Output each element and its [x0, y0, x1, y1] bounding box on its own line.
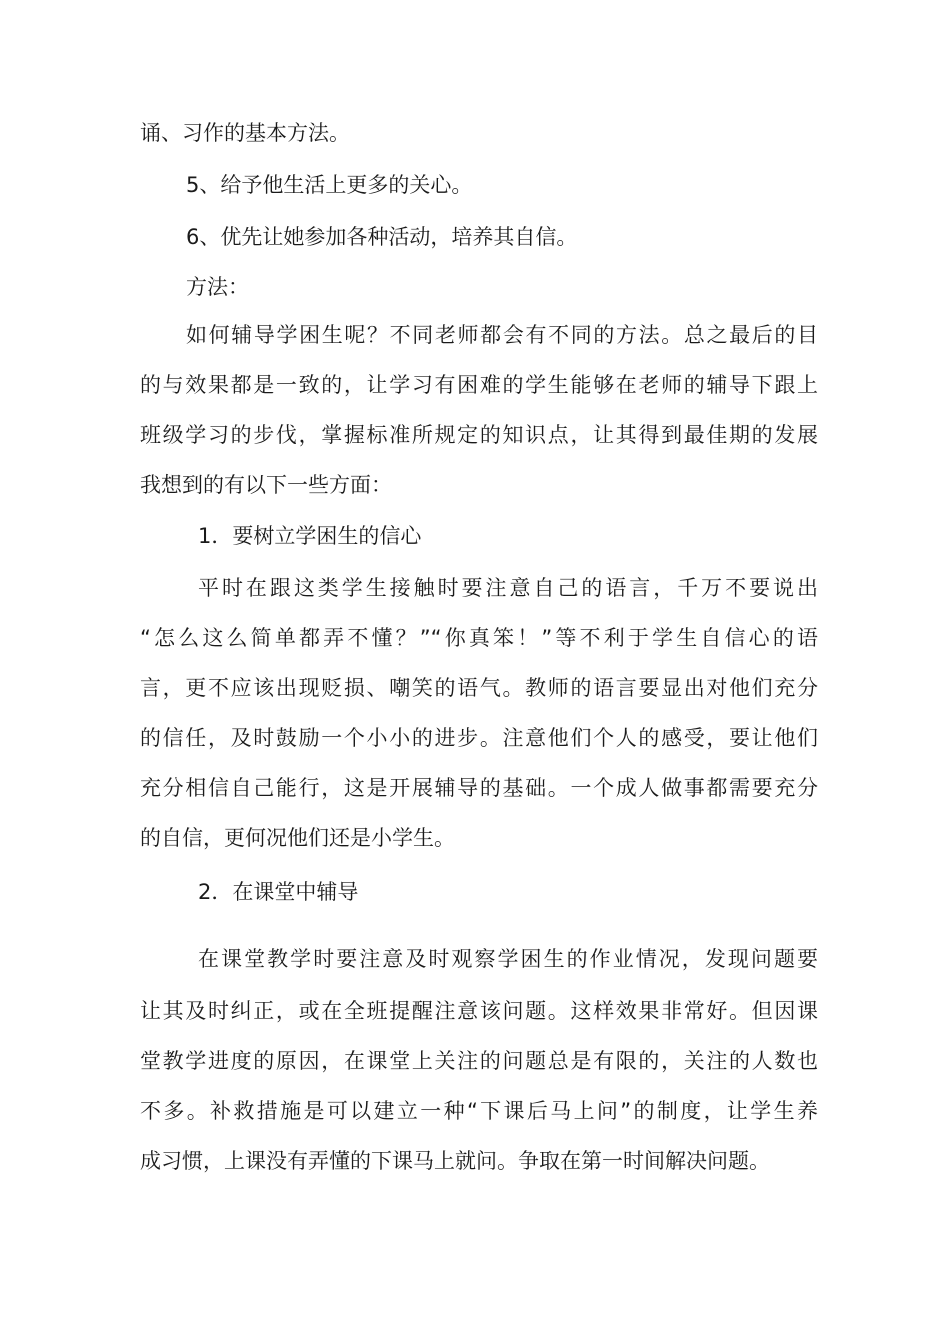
list-item: 5、给予他生活上更多的关心。 — [186, 173, 473, 197]
text-line: 诵、习作的基本方法。 — [140, 121, 350, 145]
paragraph-line: 言，更不应该出现贬损、嘲笑的语气。教师的语言要显出对他们充分 — [140, 676, 818, 700]
paragraph-line: 充分相信自己能行，这是开展辅导的基础。一个成人做事都需要充分 — [140, 776, 818, 800]
paragraph-line: 的与效果都是一致的，让学习有困难的学生能够在老师的辅导下跟上 — [140, 373, 818, 397]
list-item: 6、优先让她参加各种活动，培养其自信。 — [186, 225, 578, 249]
section-heading: 1．要树立学困生的信心 — [198, 524, 422, 548]
paragraph-line: 班级学习的步伐，掌握标准所规定的知识点，让其得到最佳期的发展 — [140, 423, 818, 447]
section-label: 方法： — [186, 275, 249, 299]
paragraph-line: 堂教学进度的原因，在课堂上关注的问题总是有限的，关注的人数也 — [140, 1049, 818, 1073]
paragraph-line: 我想到的有以下一些方面： — [140, 473, 392, 497]
paragraph-line: 的自信，更何况他们还是小学生。 — [140, 826, 455, 850]
paragraph-line: 的信任，及时鼓励一个小小的进步。注意他们个人的感受，要让他们 — [140, 726, 818, 750]
paragraph-line: 成习惯，上课没有弄懂的下课马上就问。争取在第一时间解决问题。 — [140, 1149, 770, 1173]
section-heading: 2．在课堂中辅导 — [198, 880, 359, 904]
paragraph-line: 平时在跟这类学生接触时要注意自己的语言，千万不要说出 — [198, 576, 818, 600]
paragraph-line: 如何辅导学困生呢？不同老师都会有不同的方法。总之最后的目 — [186, 323, 818, 347]
paragraph-line: 在课堂教学时要注意及时观察学困生的作业情况，发现问题要 — [198, 947, 818, 971]
paragraph-line: 不多。补救措施是可以建立一种“下课后马上问”的制度，让学生养 — [140, 1099, 818, 1123]
paragraph-line: “怎么这么简单都弄不懂？”“你真笨！”等不利于学生自信心的语 — [140, 626, 818, 650]
paragraph-line: 让其及时纠正，或在全班提醒注意该问题。这样效果非常好。但因课 — [140, 999, 818, 1023]
